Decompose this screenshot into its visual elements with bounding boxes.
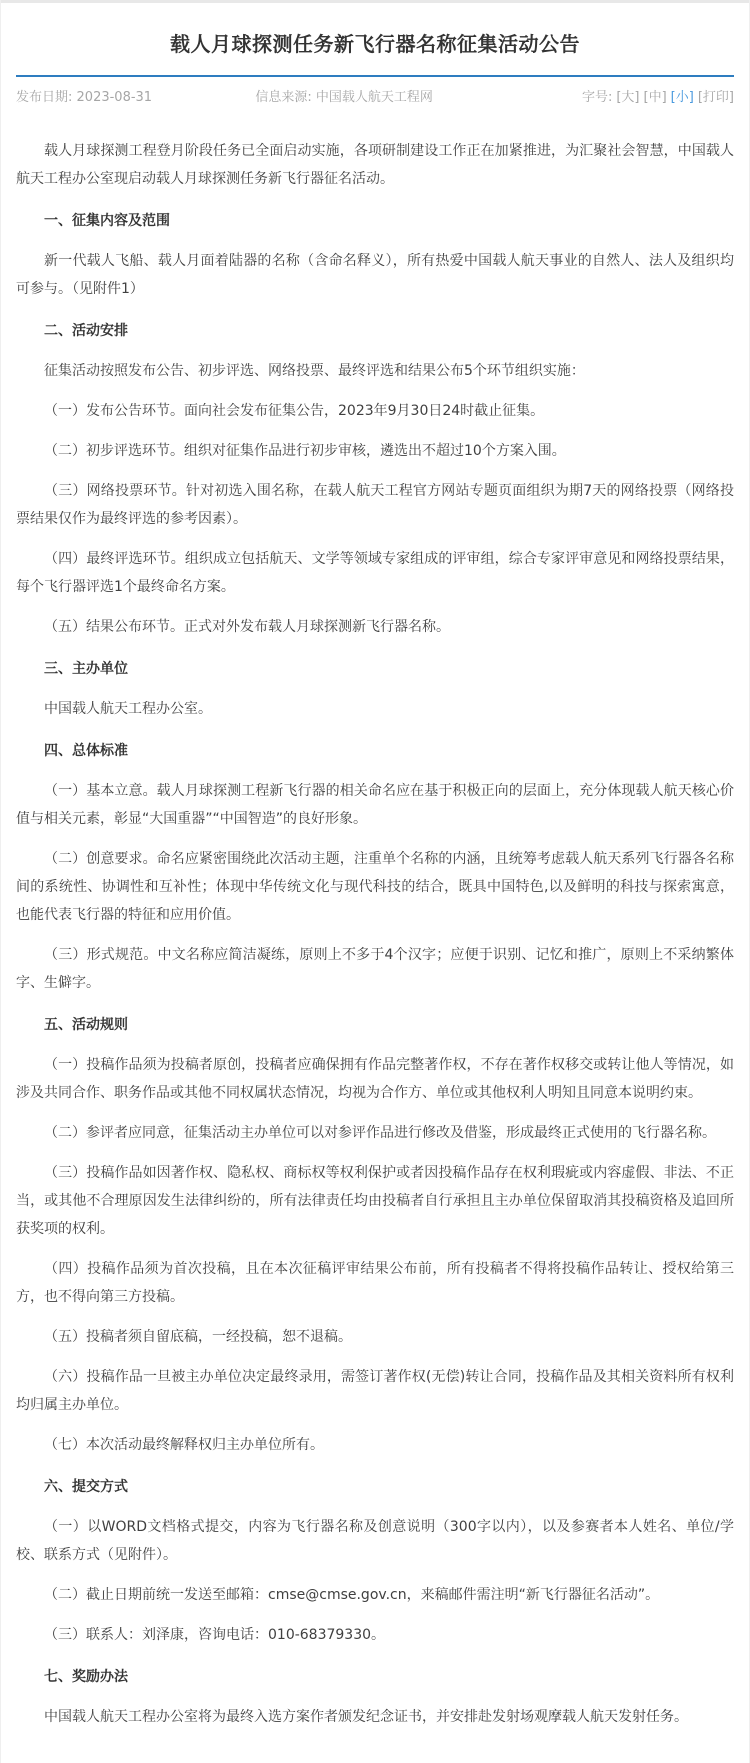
section-heading: 四、总体标准	[44, 743, 128, 759]
meta-bar	[1, 77, 749, 107]
article-paragraph: （一）发布公告环节。面向社会发布征集公告，2023年9月30日24时截止征集。	[44, 403, 545, 419]
article-paragraph: （三）联系人：刘泽康，咨询电话：010-68379330。	[44, 1627, 386, 1643]
article-paragraph: （二）参评者应同意，征集活动主办单位可以对参评作品进行修改及借鉴，形成最终正式使用的飞行器名称。	[44, 1125, 716, 1141]
section-heading: 六、提交方式	[44, 1479, 128, 1495]
article-paragraph: 中国载人航天工程办公室。	[44, 701, 212, 717]
section-heading: 三、主办单位	[44, 661, 128, 677]
section-heading: 五、活动规则	[44, 1017, 128, 1033]
publish-date-label: 发布日期:	[16, 90, 73, 105]
article-paragraph: （五）结果公布环节。正式对外发布载人月球探测新飞行器名称。	[44, 619, 450, 635]
font-size-medium-button[interactable]: [中]	[643, 90, 667, 105]
article-paragraph: （一）基本立意。载人月球探测工程新飞行器的相关命名应在基于积极正向的层面上，充分体现载人航天核心价值与相关元素，彰显“大国重器”“中国智造”的良好形象。	[16, 783, 734, 827]
article-paragraph: （七）本次活动最终解释权归主办单位所有。	[44, 1437, 324, 1453]
publish-date-value: 2023-08-31	[76, 90, 153, 105]
font-size-controls	[495, 89, 734, 107]
article-paragraph: （五）投稿者须自留底稿，一经投稿，恕不退稿。	[44, 1329, 352, 1345]
article-paragraph: （四）最终评选环节。组织成立包括航天、文学等领域专家组成的评审组，综合专家评审意见和网络投票结果，每个飞行器评选1个最终命名方案。	[16, 551, 734, 595]
article-paragraph: （三）投稿作品如因著作权、隐私权、商标权等权利保护或者因投稿作品存在权利瑕疵或内容虚假、非法、不正当，或其他不合理原因发生法律纠纷的，所有法律责任均由投稿者自行承担且主办单位保留取消其投稿资格及追回所获奖项的权利。	[16, 1165, 734, 1237]
font-size-options-slot	[612, 90, 693, 105]
info-source	[255, 89, 494, 107]
article-paragraph: （一）投稿作品须为投稿者原创，投稿者应确保拥有作品完整著作权，不存在著作权移交或转让他人等情况，如涉及共同合作、职务作品或其他不同权属状态情况，均视为合作方、单位或其他权利人明知且同意本说明约束。	[16, 1057, 734, 1101]
publish-date	[16, 89, 255, 107]
info-source-value: 中国载人航天工程网	[315, 90, 433, 105]
font-size-small-button[interactable]: [小]	[670, 90, 694, 105]
font-size-large-button[interactable]: [大]	[616, 90, 640, 105]
section-heading: 七、奖励办法	[44, 1669, 128, 1685]
article-paragraph: （三）网络投票环节。针对初选入围名称，在载人航天工程官方网站专题页面组织为期7天的网络投票（网络投票结果仅作为最终评选的参考因素）。	[16, 483, 734, 527]
article-paragraph: 征集活动按照发布公告、初步评选、网络投票、最终评选和结果公布5个环节组织实施：	[44, 363, 585, 379]
article-paragraph: （三）形式规范。中文名称应简洁凝练，原则上不多于4个汉字；应便于识别、记忆和推广，原则上不采纳繁体字、生僻字。	[16, 947, 734, 991]
top-divider	[1, 0, 749, 3]
article-paragraph: （六）投稿作品一旦被主办单位决定最终录用，需签订著作权(无偿)转让合同，投稿作品及其相关资料所有权利均归属主办单位。	[16, 1369, 734, 1413]
article-paragraph: （二）截止日期前统一发送至邮箱：cmse@cmse.gov.cn，来稿邮件需注明“新飞行器征名活动”。	[44, 1587, 660, 1603]
article-paragraph: （四）投稿作品须为首次投稿，且在本次征稿评审结果公布前，所有投稿者不得将投稿作品转让、授权给第三方，也不得向第三方投稿。	[16, 1261, 734, 1305]
article-body	[1, 107, 749, 1763]
article-paragraph: 载人月球探测工程登月阶段任务已全面启动实施，各项研制建设工作正在加紧推进，为汇聚社会智慧，中国载人航天工程办公室现启动载人月球探测任务新飞行器征名活动。	[16, 143, 734, 187]
article-paragraph: （二）创意要求。命名应紧密围绕此次活动主题，注重单个名称的内涵，且统筹考虑载人航天系列飞行器各名称间的系统性、协调性和互补性；体现中华传统文化与现代科技的结合，既具中国特色,以及鲜明的科技与探索寓意，也能代表飞行器的特征和应用价值。	[16, 851, 734, 923]
article-paragraph: （二）初步评选环节。组织对征集作品进行初步审核，遴选出不超过10个方案入围。	[44, 443, 566, 459]
section-heading: 二、活动安排	[44, 323, 128, 339]
article-paragraph: （一）以WORD文档格式提交，内容为飞行器名称及创意说明（300字以内），以及参赛者本人姓名、单位/学校、联系方式（见附件）。	[16, 1519, 734, 1563]
section-heading: 一、征集内容及范围	[44, 213, 170, 229]
print-button[interactable]: [打印]	[697, 90, 734, 105]
article-paragraph: 中国载人航天工程办公室将为最终入选方案作者颁发纪念证书，并安排赴发射场观摩载人航天发射任务。	[44, 1709, 688, 1725]
article-paragraph: 新一代载人飞船、载人月面着陆器的名称（含命名释义），所有热爱中国载人航天事业的自然人、法人及组织均可参与。（见附件1）	[16, 253, 734, 297]
page-title: 载人月球探测任务新飞行器名称征集活动公告	[170, 32, 580, 56]
info-source-label: 信息来源:	[255, 90, 312, 105]
font-size-label: 字号:	[581, 90, 613, 105]
